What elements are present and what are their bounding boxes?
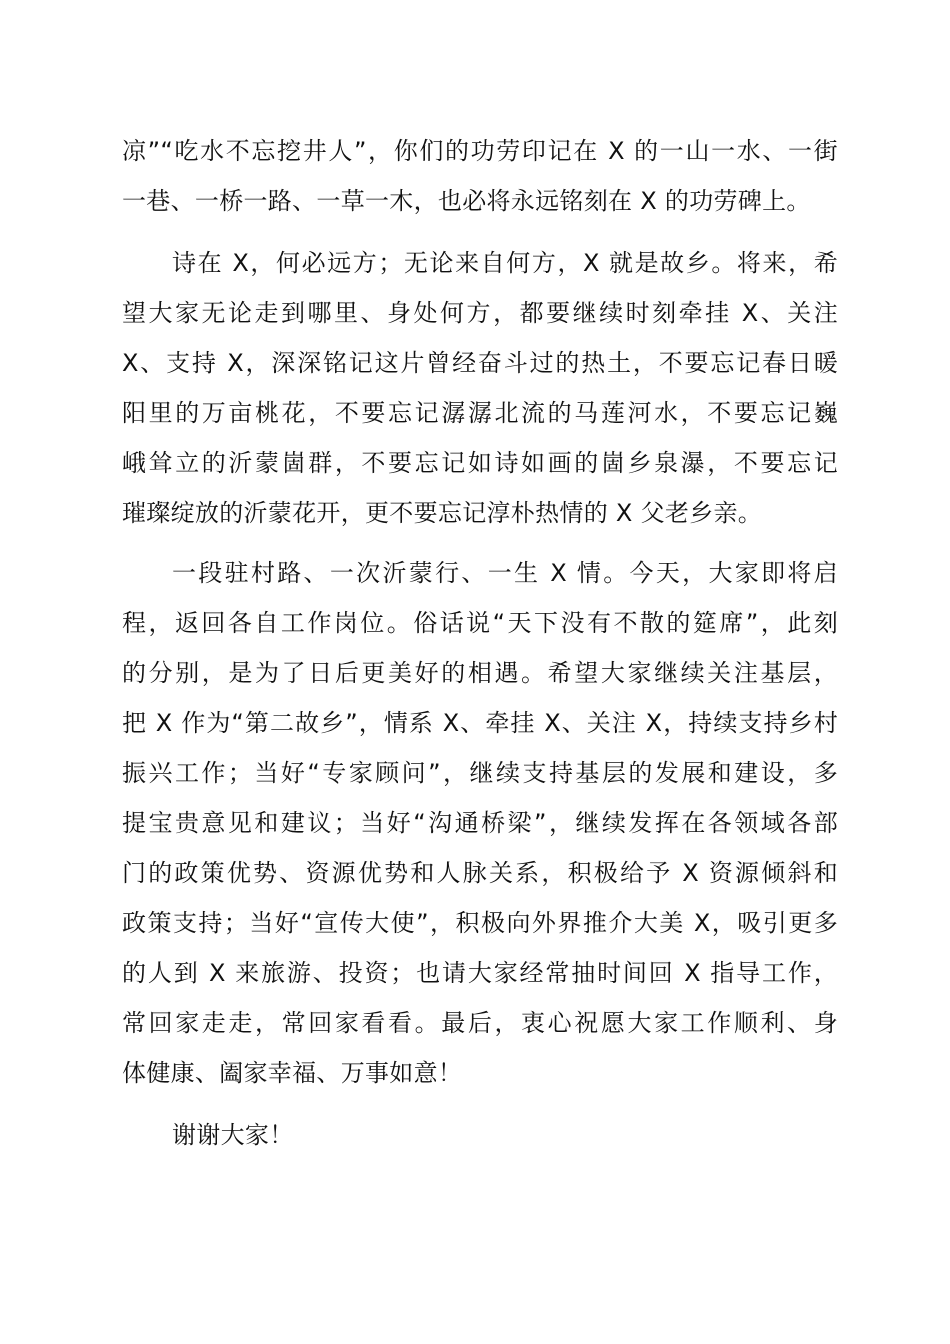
text-line: 的人到 X 来旅游、投资；也请大家经常抽时间回 X 指导工作，	[122, 959, 838, 987]
text-line: 把 X 作为“第二故乡”，情系 X、牵挂 X、关注 X，持续支持乡村	[122, 709, 838, 737]
text-line: 璀璨绽放的沂蒙花开，更不要忘记淳朴热情的 X 父老乡亲。	[122, 499, 763, 527]
text-line: 振兴工作；当好“专家顾问”，继续支持基层的发展和建设，多	[122, 759, 838, 787]
text-line: 凉”“吃水不忘挖井人”，你们的功劳印记在 X 的一山一水、一街	[122, 137, 838, 165]
text-line: 一段驻村路、一次沂蒙行、一生 X 情。今天，大家即将启	[172, 559, 838, 587]
text-line: 峨耸立的沂蒙崮群，不要忘记如诗如画的崮乡泉瀑，不要忘记	[122, 449, 838, 477]
closing-paragraph	[122, 1110, 838, 1160]
closing-line: 谢谢大家！	[172, 1121, 294, 1149]
text-line: 的分别，是为了日后更美好的相遇。希望大家继续关注基层，	[122, 659, 838, 687]
paragraph-2	[122, 238, 838, 538]
text-line: 阳里的万亩桃花，不要忘记潺潺北流的马莲河水，不要忘记巍	[122, 399, 838, 427]
text-line: 体健康、阖家幸福、万事如意！	[122, 1059, 463, 1087]
text-line: 提宝贵意见和建议；当好“沟通桥梁”，继续发挥在各领域各部	[122, 809, 838, 837]
text-line: 政策支持；当好“宣传大使”，积极向外界推介大美 X，吸引更多	[122, 909, 838, 937]
text-line: 望大家无论走到哪里、身处何方，都要继续时刻牵挂 X、关注	[122, 299, 838, 327]
text-line: 常回家走走，常回家看看。最后，衷心祝愿大家工作顺利、身	[122, 1009, 838, 1037]
text-line: X、支持 X，深深铭记这片曾经奋斗过的热土，不要忘记春日暖	[122, 349, 838, 377]
text-line: 诗在 X，何必远方；无论来自何方，X 就是故乡。将来，希	[172, 249, 838, 277]
paragraph-1	[122, 126, 838, 226]
text-line: 门的政策优势、资源优势和人脉关系，积极给予 X 资源倾斜和	[122, 859, 838, 887]
paragraph-3	[122, 548, 838, 1098]
text-line: 程，返回各自工作岗位。俗话说“天下没有不散的筵席”，此刻	[122, 609, 838, 637]
text-line: 一巷、一桥一路、一草一木，也必将永远铭刻在 X 的功劳碑上。	[122, 187, 811, 215]
